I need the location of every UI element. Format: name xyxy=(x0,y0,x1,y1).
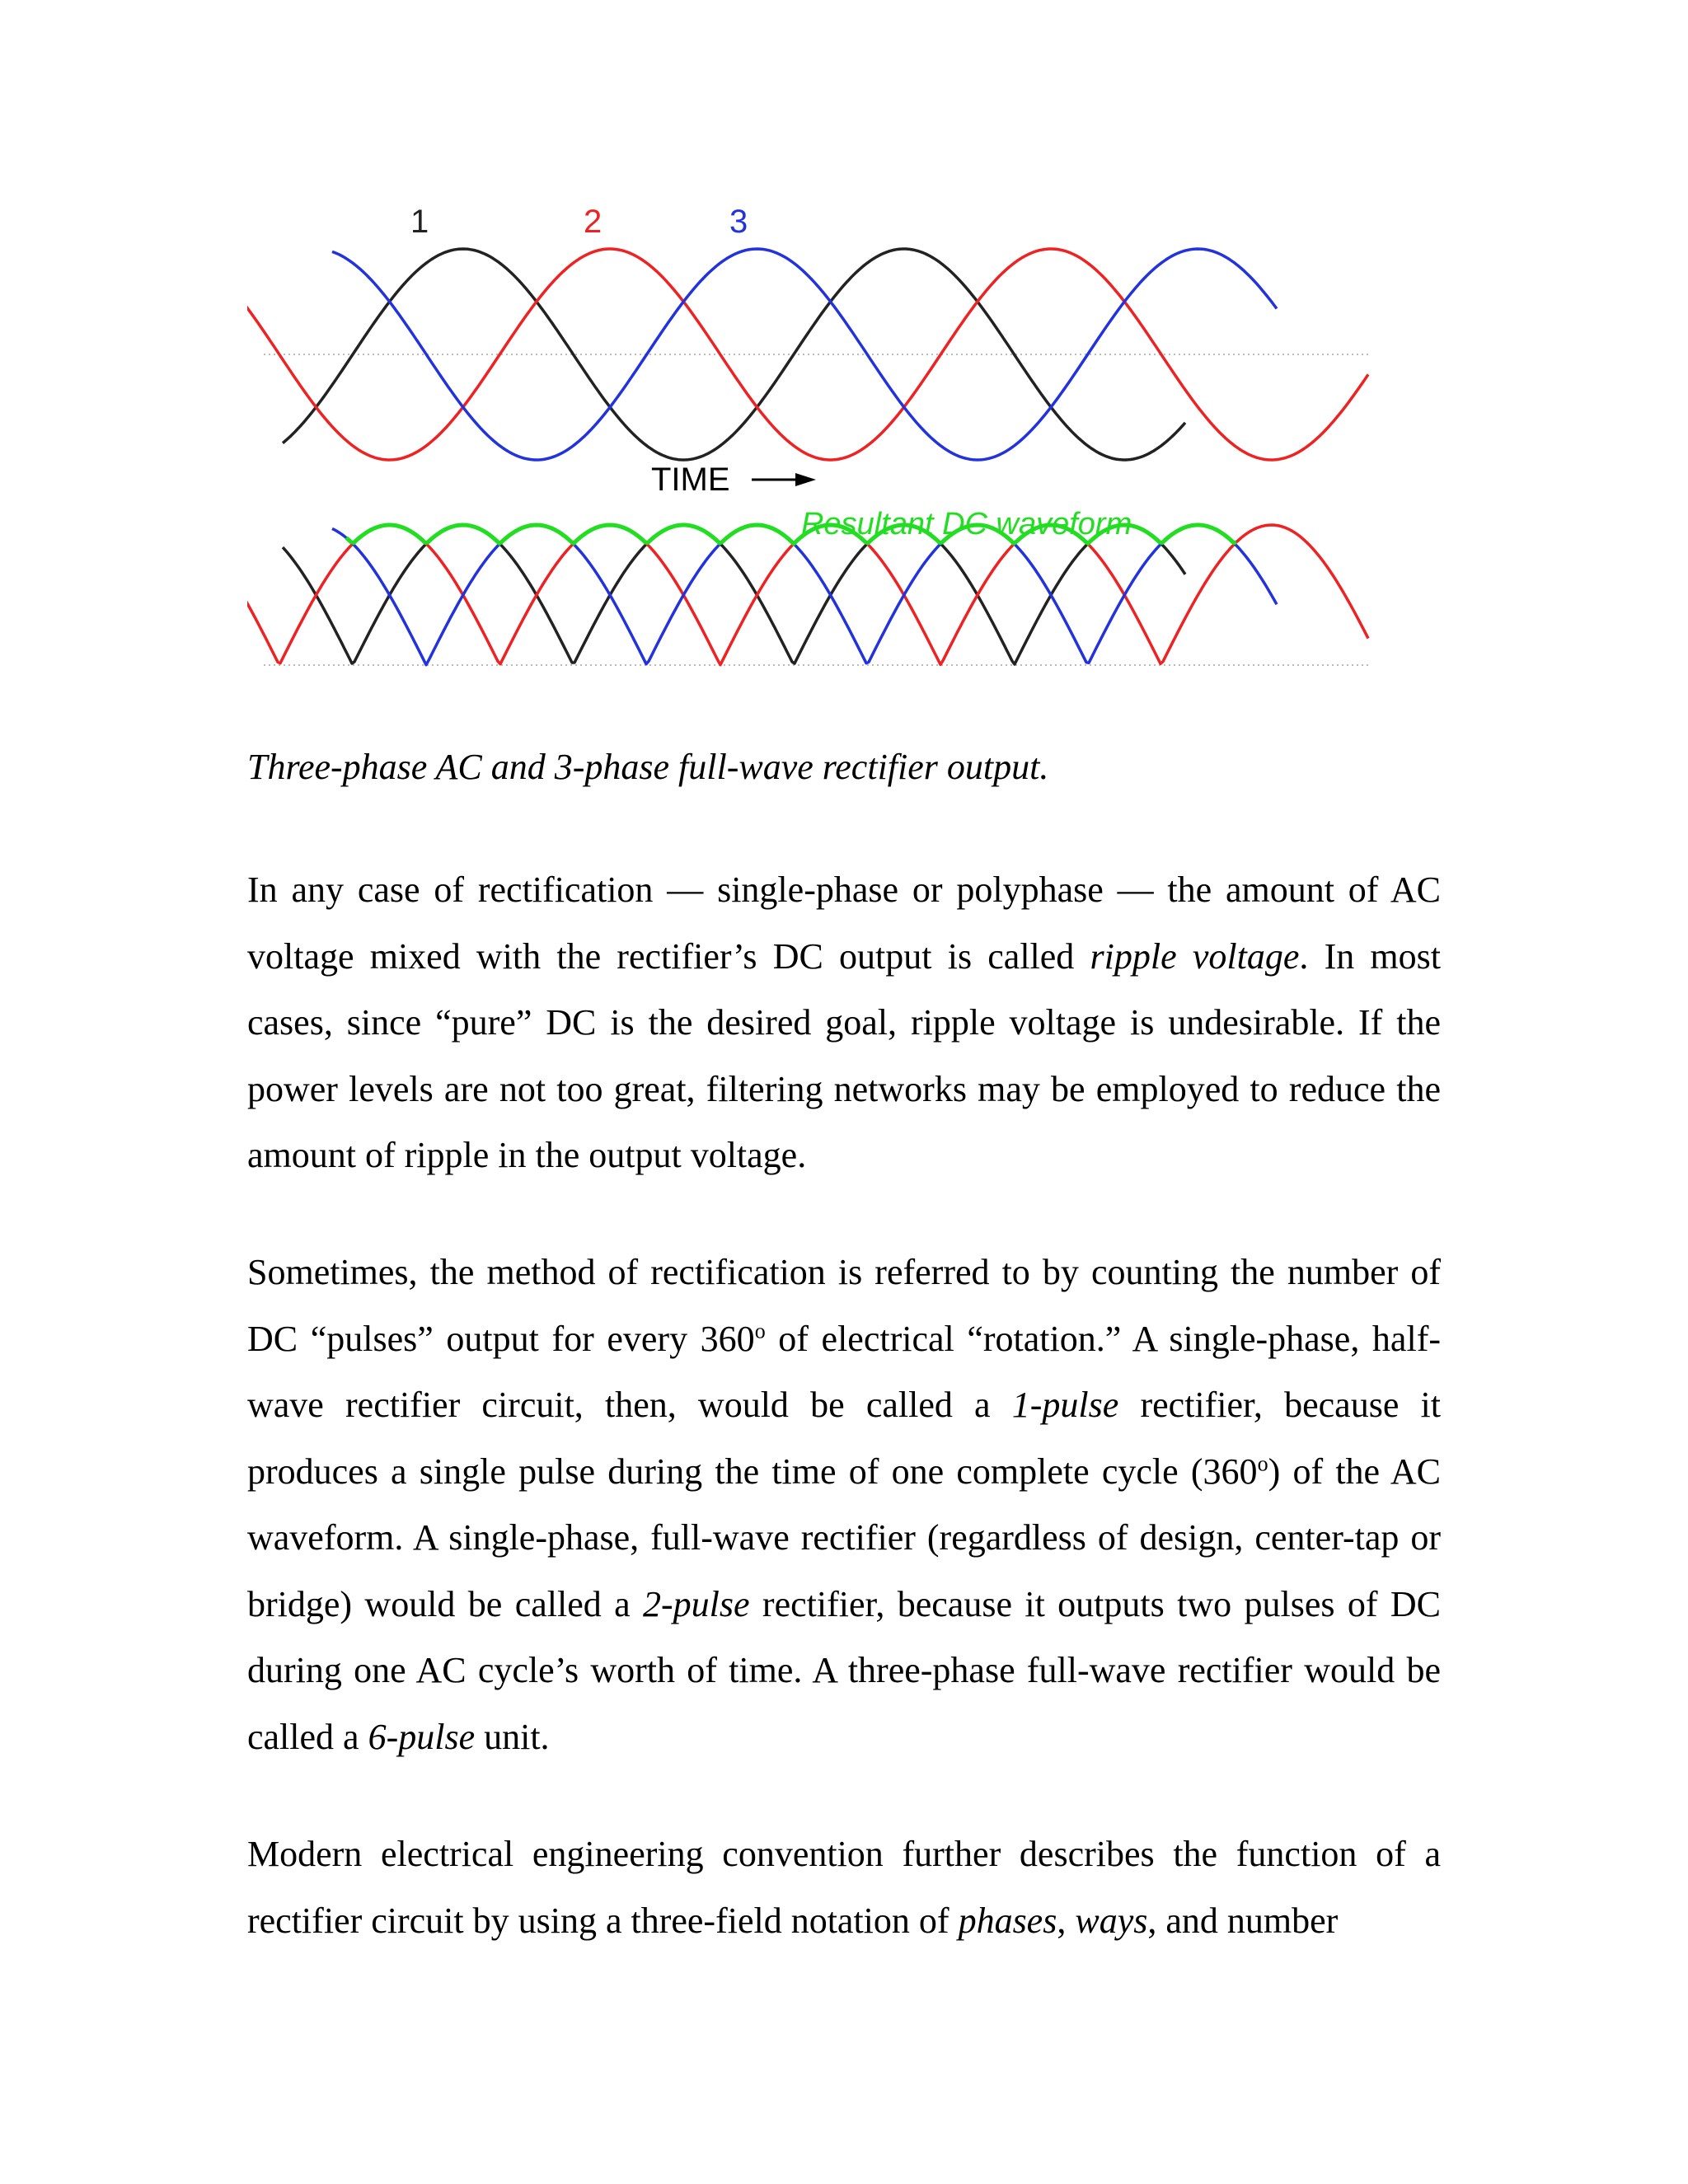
text-span: rectifier, because it produces a single pulse during the time of one complete cycle (360 xyxy=(247,1385,1441,1492)
time-arrow-icon xyxy=(752,473,816,486)
resultant-dc-label: Resultant DC waveform xyxy=(801,507,1132,541)
degree-mark: o xyxy=(754,1318,766,1343)
term-2-pulse: 2-pulse xyxy=(643,1583,750,1624)
three-phase-figure xyxy=(247,190,1401,684)
term-6-pulse: 6-pulse xyxy=(368,1716,476,1757)
phase-3-label: 3 xyxy=(729,204,748,240)
term-phases: phases xyxy=(958,1900,1057,1941)
term-1-pulse: 1-pulse xyxy=(1011,1385,1119,1425)
text-span: Modern electrical engineering convention further describes the function of a rectifier circuit by using a three-field notation of xyxy=(247,1834,1441,1941)
phase-2-label: 2 xyxy=(584,204,603,240)
term-ways: ways xyxy=(1075,1900,1148,1941)
text-span: In any case of rectification — single-phase or polyphase — the amount of AC voltage mixed with the rectifier’s DC output is called xyxy=(247,869,1441,977)
paragraph-pulse-count xyxy=(247,1240,1441,1770)
waveform-diagram xyxy=(247,190,1401,684)
text-span: rectifier, because it outputs two pulses of DC during one AC cycle’s worth of time. A three-phase full-wave rectifier would be called a xyxy=(247,1583,1442,1757)
text-span: of electrical “rotation.” A single-phase, half-wave rectifier circuit, then, would be called a xyxy=(247,1318,1441,1425)
text-span: ) of the AC waveform. A single-phase, full-wave rectifier (regardless of design, center-tap or bridge) would be called a xyxy=(247,1451,1441,1624)
phase-1-label: 1 xyxy=(410,204,429,240)
time-axis-label: TIME xyxy=(651,462,730,498)
degree-mark: o xyxy=(1257,1451,1268,1475)
text-span: , and number xyxy=(1147,1900,1339,1941)
term-ripple-voltage: ripple voltage xyxy=(1090,935,1300,977)
figure-caption: Three-phase AC and 3-phase full-wave rectifier output. xyxy=(247,747,1049,787)
paragraph-ripple-voltage xyxy=(247,857,1441,1189)
text-span: Sometimes, the method of rectification is referred to by counting the number of DC “pulses” output for every 360 xyxy=(247,1252,1441,1359)
paragraph-notation xyxy=(247,1821,1441,1954)
text-span: , xyxy=(1057,1900,1076,1941)
text-span: unit. xyxy=(475,1716,550,1757)
rectified-waveforms xyxy=(247,525,1368,665)
text-span: . In most cases, since “pure” DC is the desired goal, ripple voltage is undesirable. If the power levels are not too great, filtering networks may be employed to reduce the amount of ripple in the output voltage. xyxy=(247,935,1442,1175)
